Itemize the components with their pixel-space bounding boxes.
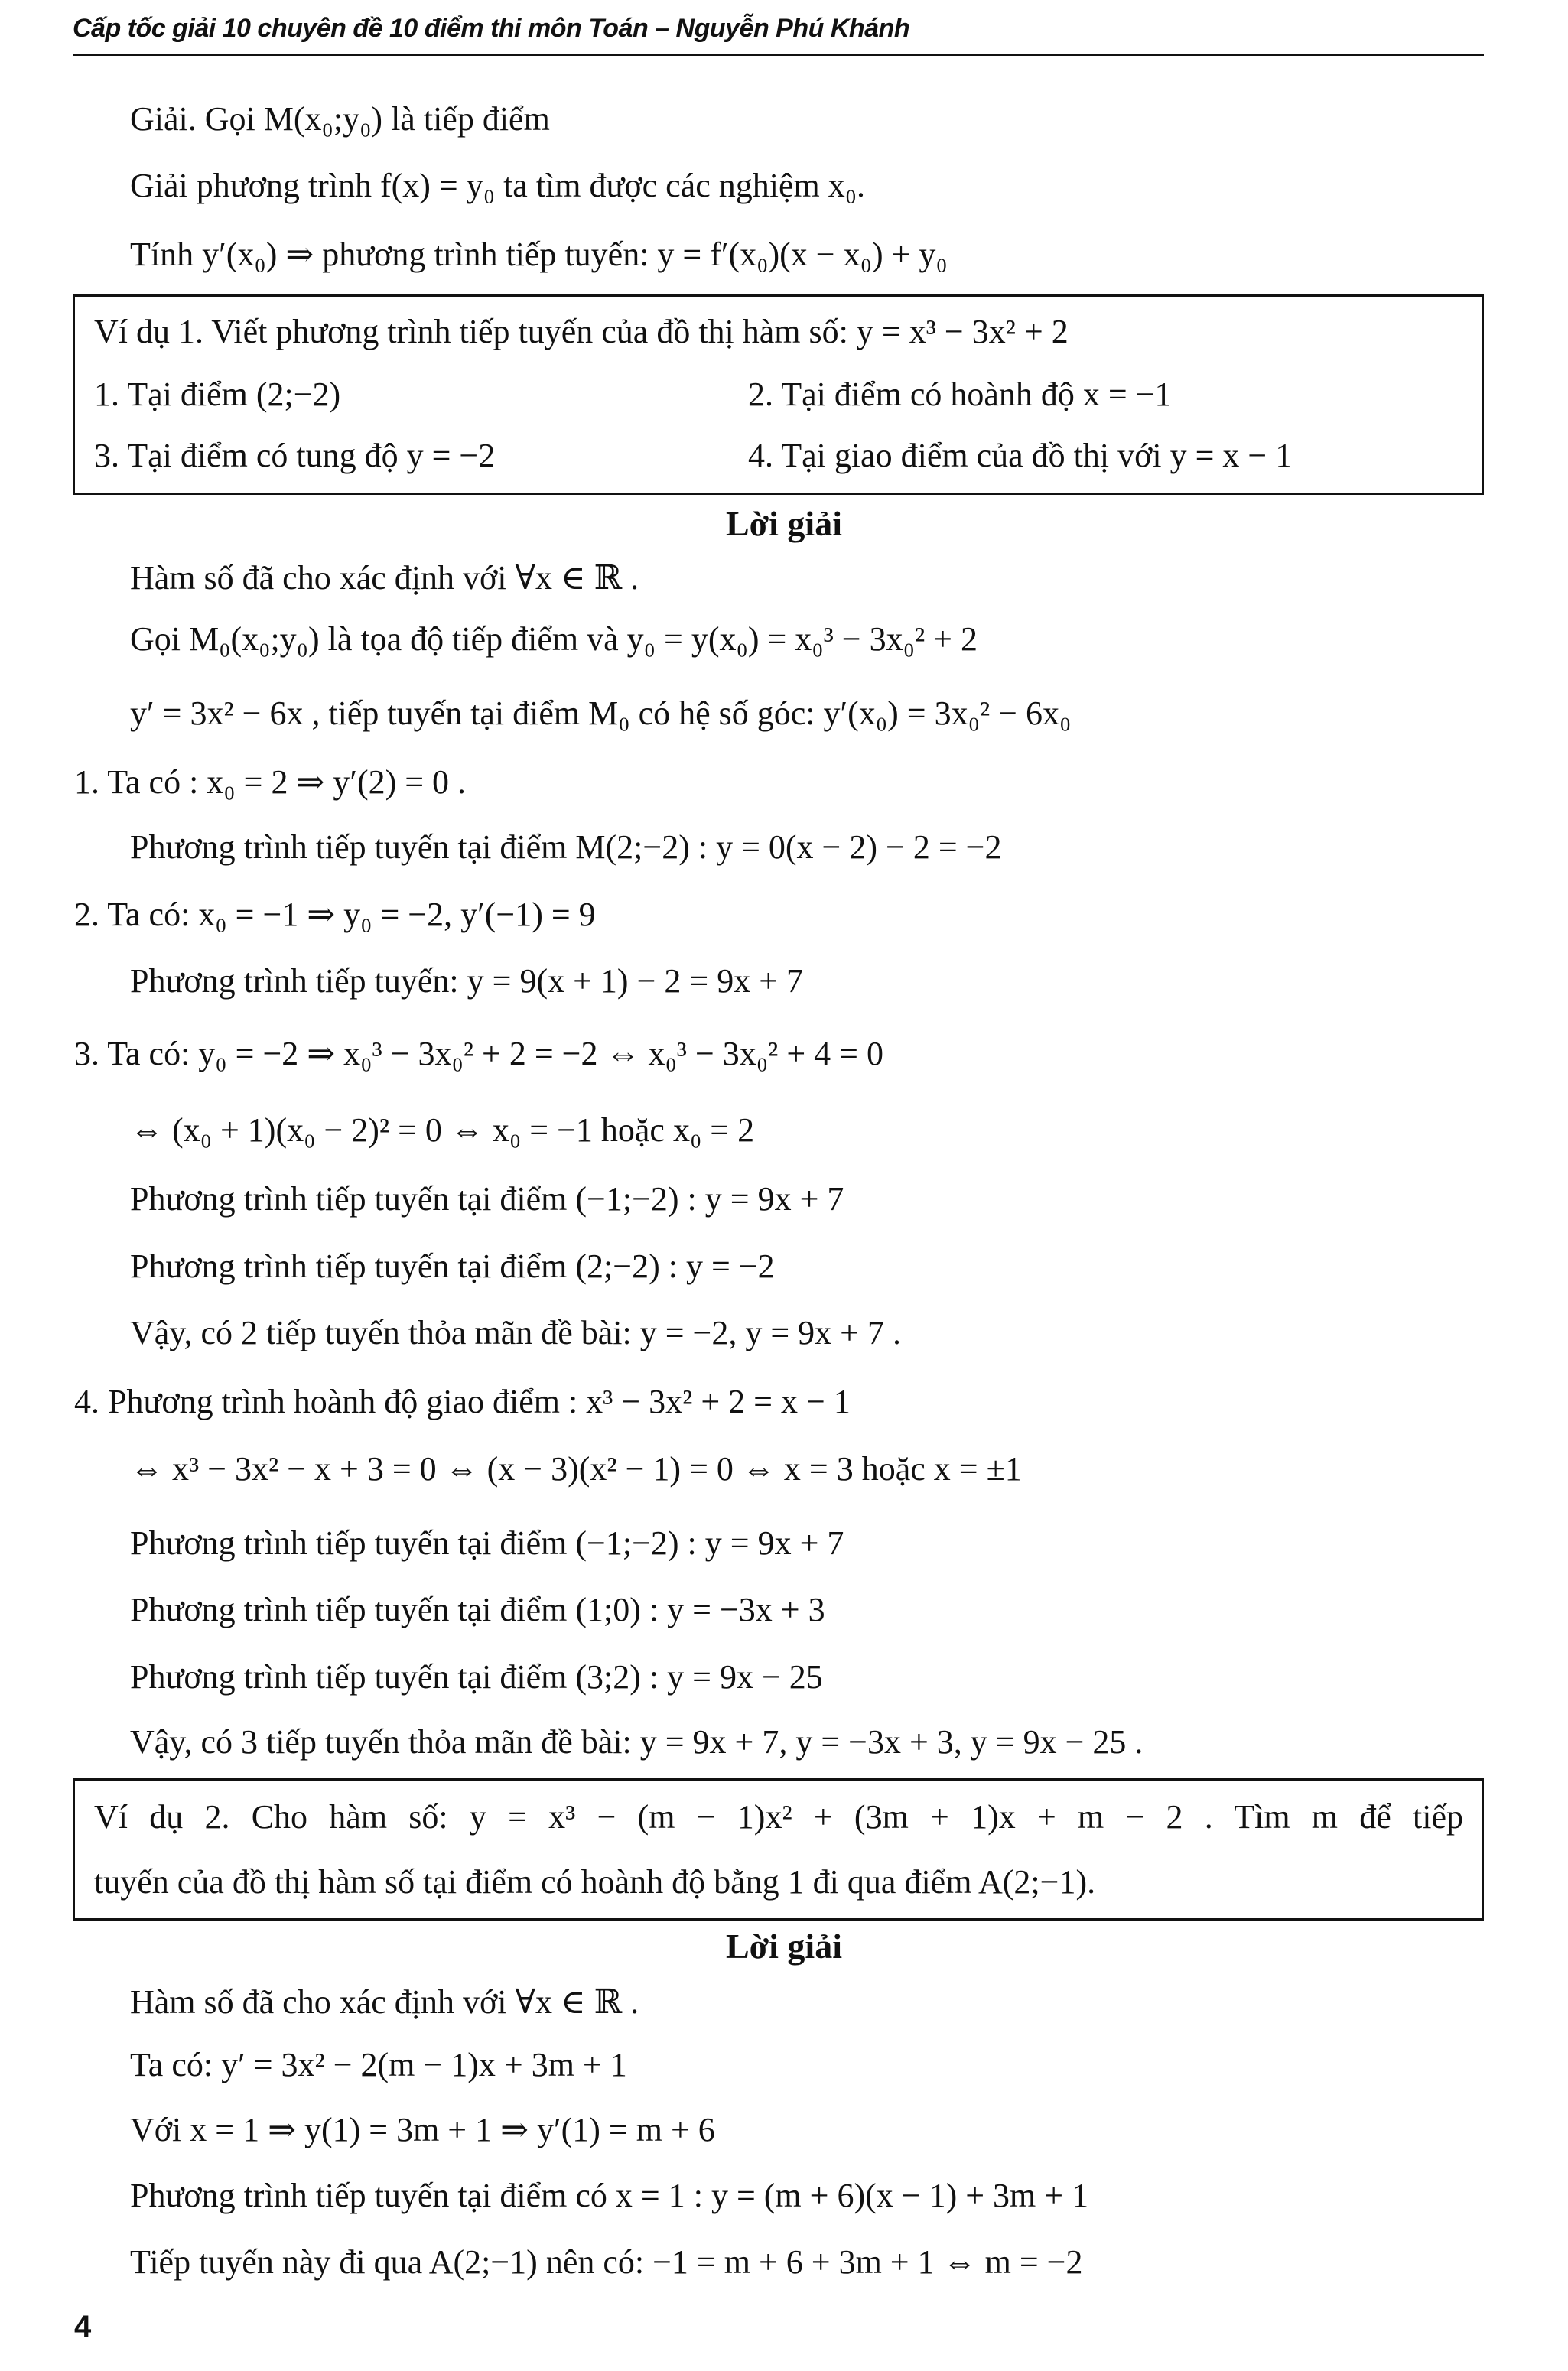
- example-2-box: [73, 1778, 1484, 1921]
- page-number: 4: [74, 2310, 92, 2343]
- solution-1-line: 4. Phương trình hoành độ giao điểm : x³ − 3x² + 2 = x − 1: [74, 1383, 851, 1420]
- method-line-1: Giải. Gọi M(x₀;y₀) là tiếp điểm: [130, 100, 550, 138]
- solution-1-line: Phương trình tiếp tuyến tại điểm (−1;−2) : y = 9x + 7: [130, 1180, 844, 1218]
- solution-1-line: Phương trình tiếp tuyến tại điểm M(2;−2) : y = 0(x − 2) − 2 = −2: [130, 828, 1002, 866]
- solution-1-line: y′ = 3x² − 6x , tiếp tuyến tại điểm M₀ có hệ số góc: y′(x₀) = 3x₀² − 6x₀: [130, 694, 1072, 732]
- method-line-2: Giải phương trình f(x) = y₀ ta tìm được các nghiệm x₀.: [130, 167, 866, 204]
- method-line-3: Tính y′(x₀) ⇒ phương trình tiếp tuyến: y = f′(x₀)(x − x₀) + y₀: [130, 236, 948, 273]
- solution-1-line: Hàm số đã cho xác định với ∀x ∈ ℝ .: [130, 559, 639, 597]
- solution-1-line: 2. Ta có: x₀ = −1 ⇒ y₀ = −2, y′(−1) = 9: [74, 896, 596, 933]
- solution-2-line: Tiếp tuyến này đi qua A(2;−1) nên có: −1 = m + 6 + 3m + 1 ⇔ m = −2: [130, 2243, 1083, 2281]
- running-header: Cấp tốc giải 10 chuyên đề 10 điểm thi môn Toán – Nguyễn Phú Khánh: [73, 14, 910, 43]
- solution-2-line: Phương trình tiếp tuyến tại điểm có x = 1 : y = (m + 6)(x − 1) + 3m + 1: [130, 2177, 1089, 2214]
- solution-1-line: Vậy, có 2 tiếp tuyến thỏa mãn đề bài: y = −2, y = 9x + 7 .: [130, 1314, 901, 1351]
- solution-1-line: Phương trình tiếp tuyến tại điểm (−1;−2) : y = 9x + 7: [130, 1524, 844, 1562]
- example-1-title: Ví dụ 1. Viết phương trình tiếp tuyến của đồ thị hàm số: y = x³ − 3x² + 2: [94, 313, 1069, 350]
- solution-1-line: Phương trình tiếp tuyến: y = 9(x + 1) − 2 = 9x + 7: [130, 962, 804, 1000]
- solution-1-line: ⇔ (x₀ + 1)(x₀ − 2)² = 0 ⇔ x₀ = −1 hoặc x₀ = 2: [130, 1111, 755, 1149]
- solution-1-line: 1. Ta có : x₀ = 2 ⇒ y′(2) = 0 .: [74, 763, 467, 801]
- example-1-item-4: 4. Tại giao điểm của đồ thị với y = x − 1: [748, 437, 1293, 474]
- header-rule: [73, 54, 1484, 56]
- solution-1-line: Vậy, có 3 tiếp tuyến thỏa mãn đề bài: y = 9x + 7, y = −3x + 3, y = 9x − 25 .: [130, 1723, 1143, 1761]
- solution-2-line: Ta có: y′ = 3x² − 2(m − 1)x + 3m + 1: [130, 2046, 627, 2083]
- solution-1-line: Phương trình tiếp tuyến tại điểm (3;2) : y = 9x − 25: [130, 1658, 823, 1696]
- example-2-line-1: Ví dụ 2. Cho hàm số: y = x³ − (m − 1)x² + (3m + 1)x + m − 2 . Tìm m để tiếp: [94, 1798, 1463, 1836]
- solution-2-heading: Lời giải: [726, 1927, 842, 1966]
- solution-1-line: 3. Ta có: y₀ = −2 ⇒ x₀³ − 3x₀² + 2 = −2 ⇔ x₀³ − 3x₀² + 4 = 0: [74, 1035, 883, 1072]
- solution-1-line: ⇔ x³ − 3x² − x + 3 = 0 ⇔ (x − 3)(x² − 1) = 0 ⇔ x = 3 hoặc x = ±1: [130, 1450, 1022, 1488]
- solution-1-line: Gọi M₀(x₀;y₀) là tọa độ tiếp điểm và y₀ = y(x₀) = x₀³ − 3x₀² + 2: [130, 620, 978, 658]
- solution-1-heading: Lời giải: [726, 504, 842, 543]
- example-2-line-2: tuyến của đồ thị hàm số tại điểm có hoành độ bằng 1 đi qua điểm A(2;−1).: [94, 1863, 1096, 1901]
- solution-2-line: Hàm số đã cho xác định với ∀x ∈ ℝ .: [130, 1983, 639, 2021]
- example-1-item-1: 1. Tại điểm (2;−2): [94, 376, 341, 413]
- solution-1-line: Phương trình tiếp tuyến tại điểm (2;−2) : y = −2: [130, 1247, 775, 1285]
- example-1-item-2: 2. Tại điểm có hoành độ x = −1: [748, 376, 1172, 413]
- example-1-box: [73, 294, 1484, 495]
- example-1-item-3: 3. Tại điểm có tung độ y = −2: [94, 437, 496, 474]
- solution-1-line: Phương trình tiếp tuyến tại điểm (1;0) : y = −3x + 3: [130, 1591, 825, 1628]
- solution-2-line: Với x = 1 ⇒ y(1) = 3m + 1 ⇒ y′(1) = m + 6: [130, 2111, 715, 2148]
